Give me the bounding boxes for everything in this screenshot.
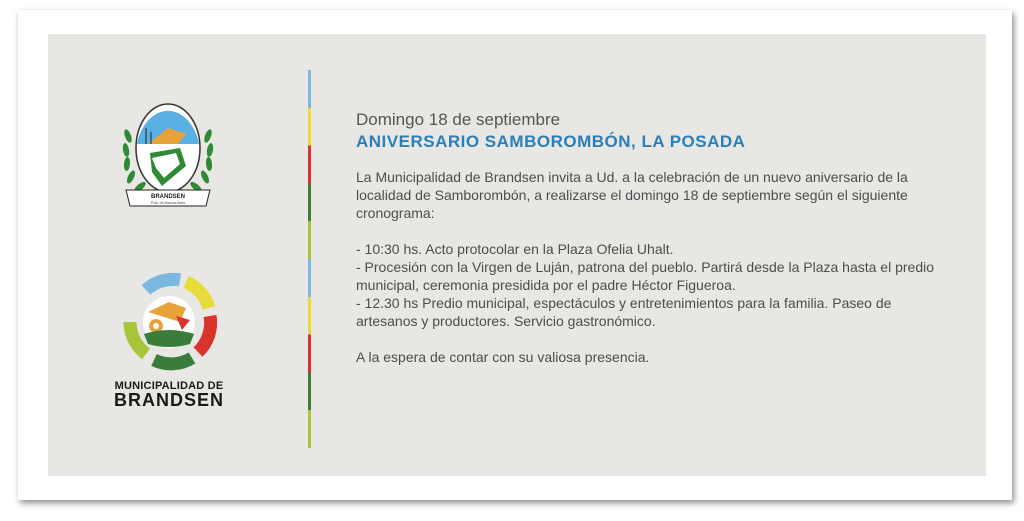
event-title: ANIVERSARIO SAMBOROMBÓN, LA POSADA [356, 132, 746, 151]
event-date: Domingo 18 de septiembre [356, 110, 561, 129]
brandsen-crest-icon [118, 98, 218, 210]
schedule-item: - Procesión con la Virgen de Luján, patrona del pueblo. Partirá desde la Plaza hasta el predio municipal, ceremonia presidida por el padre Héctor Figueroa. [356, 259, 935, 293]
closing-paragraph: A la espera de contar con su valiosa presencia. [356, 349, 650, 365]
municipality-name-line2: BRANDSEN [113, 390, 224, 410]
invitation-body [356, 168, 956, 366]
schedule-item: - 12.30 hs Predio municipal, espectáculos y entretenimientos para la familia. Paseo de artesanos y productores. Servicio gastronómico. [356, 295, 892, 329]
crest-sub-text: Pcia. de Buenos Aires [150, 201, 186, 205]
municipality-name-line1: MUNICIPALIDAD DE [114, 380, 224, 392]
crest-banner-text: BRANDSEN [150, 194, 186, 200]
color-divider [308, 70, 311, 448]
municipality-logo-icon [116, 272, 222, 372]
intro-paragraph: La Municipalidad de Brandsen invita a Ud. a la celebración de un nuevo aniversario de la localidad de Samborombón, a realizarse el domingo 18 de septiembre según el siguiente cronograma: [356, 169, 908, 221]
schedule-item: - 10:30 hs. Acto protocolar en la Plaza Ofelia Uhalt. [356, 241, 674, 257]
